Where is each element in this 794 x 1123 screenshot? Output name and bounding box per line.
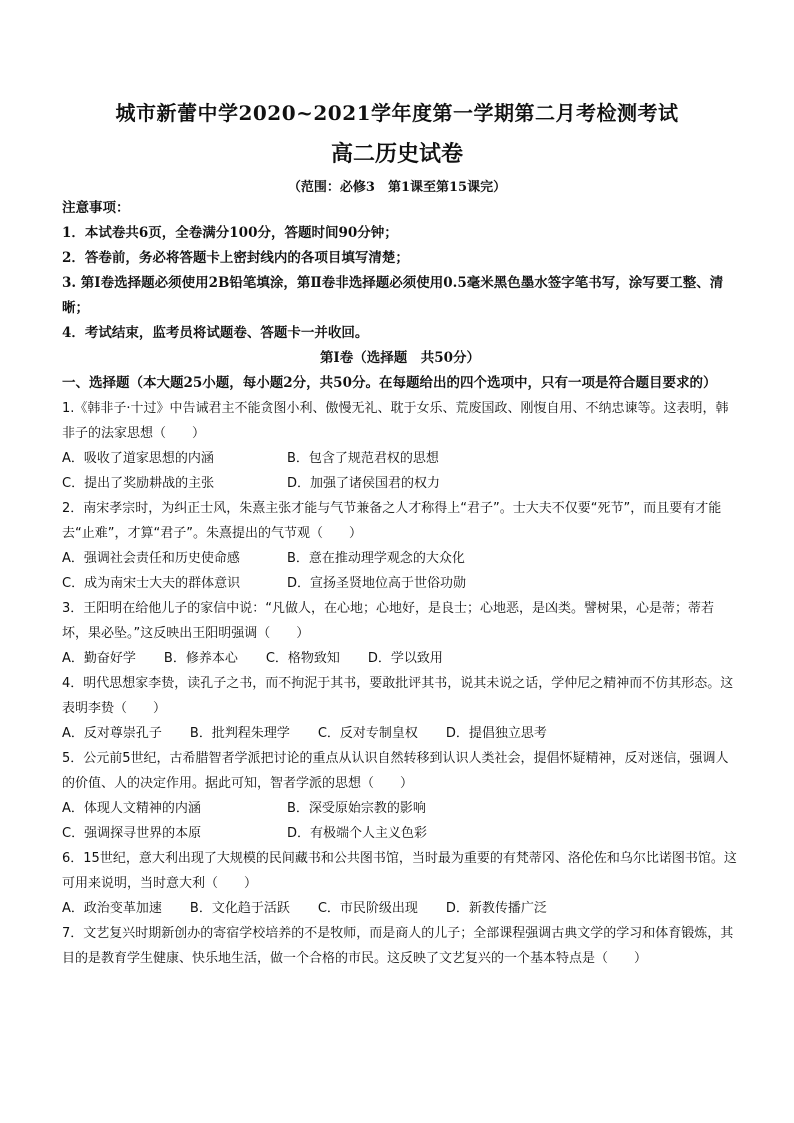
option-d: D．学以致用 (367, 651, 443, 666)
option-b: B．包含了规范君权的思想 (287, 451, 439, 466)
option-a: A．反对尊崇孔子 (62, 726, 162, 741)
option-d: D．有极端个人主义色彩 (287, 826, 428, 841)
question-stem: 3．王阳明在给他儿子的家信中说：“凡做人，在心地；心地好，是良士；心地恶，是凶类。譬树果，心是蒂；蒂若坏，果必坠。”这反映出王阳明强调（ ） (62, 601, 715, 641)
option-c: C．提出了奖励耕战的主张 (62, 476, 215, 491)
exam-scope: （范围：必修3 第1课至第15课完） (287, 180, 507, 195)
options-row (62, 646, 738, 671)
options-row (62, 796, 738, 821)
option-c: C．强调探寻世界的本原 (62, 826, 202, 841)
options-row (62, 821, 738, 846)
note-item: 4．考试结束，监考员将试题卷、答题卡一并收回。 (62, 325, 369, 341)
option-d: D．加强了诸侯国君的权力 (287, 476, 441, 491)
question-stem: 2．南宋孝宗时，为纠正士风，朱熹主张才能与气节兼备之人才称得上“君子”。士大夫不仅要“死节”，而且要有才能去“止难”，才算“君子”。朱熹提出的气节观（ ） (62, 501, 722, 541)
note-item: 1．本试卷共6页，全卷满分100分，答题时间90分钟； (62, 225, 398, 241)
question-stem: 1.《韩非子·十过》中告诫君主不能贪图小利、傲慢无礼、耽于女乐、荒废国政、刚愎自用、不纳忠谏等。这表明，韩非子的法家思想（ ） (62, 401, 729, 441)
option-a: A．政治变革加速 (62, 901, 162, 916)
question-stem: 4．明代思想家李贽，读孔子之书，而不拘泥于其书，要敢批评其书，说其未说之话，学仲尼之精神而不仿其形态。这表明李贽（ ） (62, 676, 734, 716)
question-stem: 5．公元前5世纪，古希腊智者学派把讨论的重点从认识自然转移到认识人类社会，提倡怀疑精神，反对迷信，强调人的价值、人的决定作用。据此可知，智者学派的思想（ ） (62, 751, 729, 791)
option-d: D．新教传播广泛 (445, 901, 547, 916)
options-row (62, 721, 738, 746)
option-b: B．意在推动理学观念的大众化 (287, 551, 465, 566)
exam-body (62, 196, 738, 971)
option-b: B．文化趋于活跃 (189, 901, 290, 916)
section-instructions: 一、选择题（本大题25小题，每小题2分，共50分。在每题给出的四个选项中，只有一项是符合题目要求的） (62, 375, 717, 391)
note-item: 3. 第Ⅰ卷选择题必须使用2B铅笔填涂，第Ⅱ卷非选择题必须使用0.5毫米黑色墨水签字笔书写，涂写要工整、清晰； (62, 275, 724, 316)
question-stem: 7．文艺复兴时期新创办的寄宿学校培养的不是牧师，而是商人的儿子；全部课程强调古典文学的学习和体育锻炼，其目的是教育学生健康、快乐地生活，做一个合格的市民。这反映了文艺复兴的一个基本特点是（ ） (62, 926, 734, 966)
options-row (62, 571, 738, 596)
exam-title: 城市新蕾中学2020~2021学年度第一学期第二月考检测考试 (115, 101, 679, 125)
option-c: C．格物致知 (265, 651, 340, 666)
exam-subtitle: 高二历史试卷 (330, 141, 463, 167)
question-stem: 6．15世纪，意大利出现了大规模的民间藏书和公共图书馆，当时最为重要的有梵蒂冈、洛伦佐和乌尔比诺图书馆。这可用来说明，当时意大利（ ） (62, 851, 737, 891)
option-c: C．市民阶级出现 (317, 901, 418, 916)
part1-heading: 第Ⅰ卷（选择题 共50分） (319, 350, 481, 366)
note-item: 2．答卷前，务必将答题卡上密封线内的各项目填写清楚； (62, 250, 409, 266)
option-b: B．批判程朱理学 (189, 726, 290, 741)
options-row (62, 446, 738, 471)
option-a: A．勤奋好学 (62, 651, 136, 666)
notes-heading: 注意事项： (62, 200, 130, 216)
option-c: C．反对专制皇权 (317, 726, 418, 741)
option-a: A．吸收了道家思想的内涵 (62, 451, 214, 466)
option-a: A．体现人文精神的内涵 (62, 801, 201, 816)
option-d: D．提倡独立思考 (445, 726, 547, 741)
option-c: C．成为南宋士大夫的群体意识 (62, 576, 241, 591)
options-row (62, 546, 738, 571)
option-a: A．强调社会责任和历史使命感 (62, 551, 240, 566)
option-b: B．修养本心 (163, 651, 238, 666)
options-row (62, 896, 738, 921)
options-row (62, 471, 738, 496)
option-d: D．宣扬圣贤地位高于世俗功勋 (287, 576, 467, 591)
option-b: B．深受原始宗教的影响 (287, 801, 426, 816)
